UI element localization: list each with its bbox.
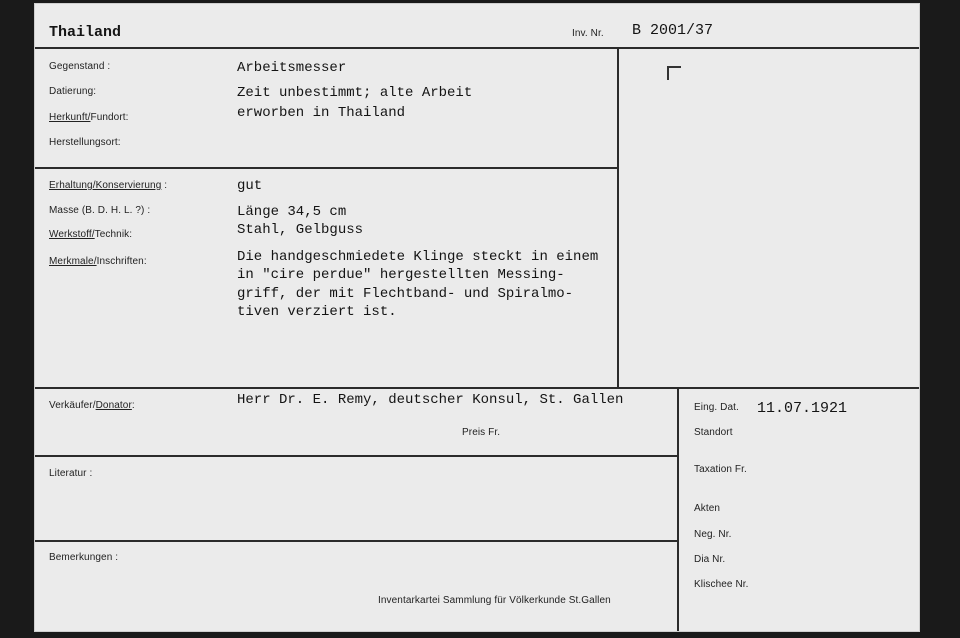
literatur-label: Literatur : — [49, 468, 93, 479]
datierung-value: Zeit unbestimmt; alte Arbeit — [237, 85, 473, 101]
taxation-label: Taxation Fr. — [694, 464, 747, 475]
herkunft-label: Herkunft/Fundort: — [49, 112, 129, 123]
herstellungsort-label: Herstellungsort: — [49, 137, 121, 148]
gegenstand-value: Arbeitsmesser — [237, 60, 347, 76]
bemerkungen-label: Bemerkungen : — [49, 552, 119, 563]
werkstoff-label: Werkstoff/Technik: — [49, 229, 133, 240]
preis-label: Preis Fr. — [462, 427, 501, 438]
rule-block2 — [35, 387, 919, 389]
rule-literature — [35, 540, 678, 542]
eing-dat-label: Eing. Dat. — [694, 402, 739, 413]
verkaeufer-value: Herr Dr. E. Remy, deutscher Konsul, St. Gallen — [237, 392, 624, 408]
rule-right-panel — [617, 47, 619, 389]
dia-nr-label: Dia Nr. — [694, 554, 726, 565]
inv-label: Inv. Nr. — [572, 28, 604, 39]
corner-mark — [667, 66, 681, 80]
standort-label: Standort — [694, 427, 733, 438]
gegenstand-label: Gegenstand : — [49, 61, 111, 72]
merkmale-line-1: Die handgeschmiedete Klinge steckt in einem — [237, 249, 599, 265]
country-title: Thailand — [49, 24, 122, 41]
datierung-label: Datierung: — [49, 86, 97, 97]
rule-seller — [35, 455, 678, 457]
erhaltung-value: gut — [237, 178, 263, 194]
masse-label: Masse (B. D. H. L. ?) : — [49, 205, 151, 216]
neg-nr-label: Neg. Nr. — [694, 529, 732, 540]
rule-right-column — [677, 387, 679, 631]
merkmale-label: Merkmale/Inschriften: — [49, 256, 147, 267]
rule-header — [35, 47, 919, 49]
inv-number: B 2001/37 — [632, 22, 714, 39]
merkmale-line-4: tiven verziert ist. — [237, 304, 397, 320]
inventory-card — [34, 3, 920, 632]
verkaeufer-label: Verkäufer/Donator: — [49, 400, 135, 411]
card-footer: Inventarkartei Sammlung für Völkerkunde St.Gallen — [378, 595, 611, 606]
rule-block1 — [35, 167, 618, 169]
merkmale-line-3: griff, der mit Flechtband- und Spiralmo- — [237, 286, 574, 302]
masse-value: Länge 34,5 cm — [237, 204, 347, 220]
erhaltung-label: Erhaltung/Konservierung : — [49, 180, 168, 191]
klischee-nr-label: Klischee Nr. — [694, 579, 749, 590]
herkunft-value: erworben in Thailand — [237, 105, 406, 121]
werkstoff-value: Stahl, Gelbguss — [237, 222, 364, 238]
eing-dat-value: 11.07.1921 — [757, 400, 848, 417]
akten-label: Akten — [694, 503, 721, 514]
merkmale-line-2: in "cire perdue" hergestellten Messing- — [237, 267, 565, 283]
